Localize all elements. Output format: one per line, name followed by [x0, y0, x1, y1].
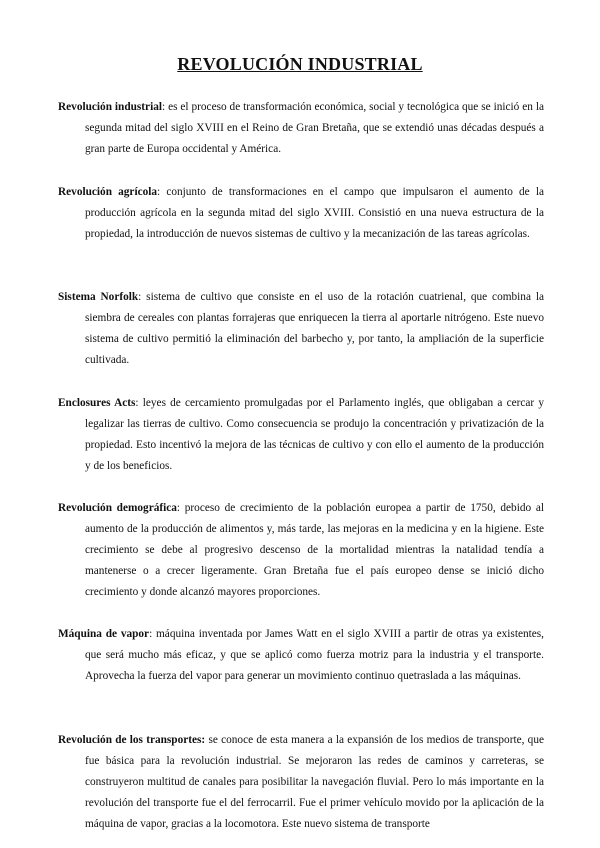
definition-revolucion-demografica [58, 498, 544, 603]
term: Máquina de vapor [58, 628, 150, 640]
term-separator: : [162, 101, 166, 113]
definition-revolucion-industrial [58, 97, 544, 160]
definition-text: se conoce de esta manera a la expansión de los medios de transporte, que fue básica para la revolución industrial. Se mejoraron las redes de caminos y carreteras, se construyeron multitud de canales para posibilitar la navegación fluvial. Pero lo más importante en la revolución del transporte fue el del ferrocarril. Fue el primer vehículo movido por la aplicación de la máquina de vapor, gracias a la locomotora. Este nuevo sistema de transporte [85, 734, 544, 830]
definition-text: leyes de cercamiento promulgadas por el Parlamento inglés, que obligaban a cercar y legalizar las tierras de cultivo. Como consecuencia se produjo la concentración y privatización de la propiedad. Esto incentivó la mejora de las técnicas de cultivo y con ello el aumento de la producción y de los beneficios. [85, 397, 544, 472]
definition-revolucion-de-los-transportes [58, 730, 544, 835]
definition-text: es el proceso de transformación económica, social y tecnológica que se inició en la segunda mitad del siglo XVIII en el Reino de Gran Bretaña, que se extendió unas décadas después a gran parte de Europa occidental y América. [85, 101, 545, 155]
definition-revolucion-agricola [58, 182, 544, 245]
term-separator: : [176, 502, 181, 514]
term-separator: : [157, 186, 161, 198]
term: Enclosures Acts [58, 397, 136, 409]
term-separator: : [138, 291, 142, 303]
definition-text: máquina inventada por James Watt en el siglo XVIII a partir de otras ya existentes, que será mucho más eficaz, y que se aplicó como fuerza motriz para la industria y el transporte. Aprovecha la fuerza del vapor para generar un movimiento continuo quetraslada a las máquinas. [85, 628, 544, 682]
definition-sistema-norfolk [58, 287, 544, 371]
term: Revolución demográfica [58, 502, 177, 514]
definition-enclosures-acts [58, 393, 544, 477]
definition-text: sistema de cultivo que consiste en el uso de la rotación cuatrienal, que combina la siembra de cereales con plantas forrajeras que enriquecen la tierra al aportarle nitrógeno. Este nuevo sistema de cultivo permitió la eliminación del barbecho y, por tanto, la ampliación de la superficie cultivada. [85, 291, 544, 366]
page-title: REVOLUCIÓN INDUSTRIAL [177, 54, 423, 74]
term: Sistema Norfolk [58, 291, 139, 303]
term-separator: : [149, 628, 153, 640]
term: Revolución agrícola [58, 186, 158, 198]
definition-maquina-de-vapor [58, 624, 544, 687]
term: Revolución industrial [58, 101, 162, 113]
term-separator: : [135, 397, 139, 409]
definition-text: conjunto de transformaciones en el campo que impulsaron el aumento de la producción agrícola en la segunda mitad del siglo XVIII. Consistió en una nueva estructura de la propiedad, la introducción de nuevos sistemas de cultivo y la mecanización de las tareas agrícolas. [85, 186, 544, 240]
term: Revolución de los transportes: [58, 734, 206, 746]
definition-text: proceso de crecimiento de la población europea a partir de 1750, debido al aumento de la producción de alimentos y, más tarde, las mejoras en la medicina y en la higiene. Este crecimiento se debe al progresivo descenso de la mortalidad mientras la natalidad tendía a mantenerse o a crecer ligeramente. Gran Bretaña fue el país europeo dense se inició dicho crecimiento y donde alcanzó mayores proporciones. [85, 502, 544, 598]
